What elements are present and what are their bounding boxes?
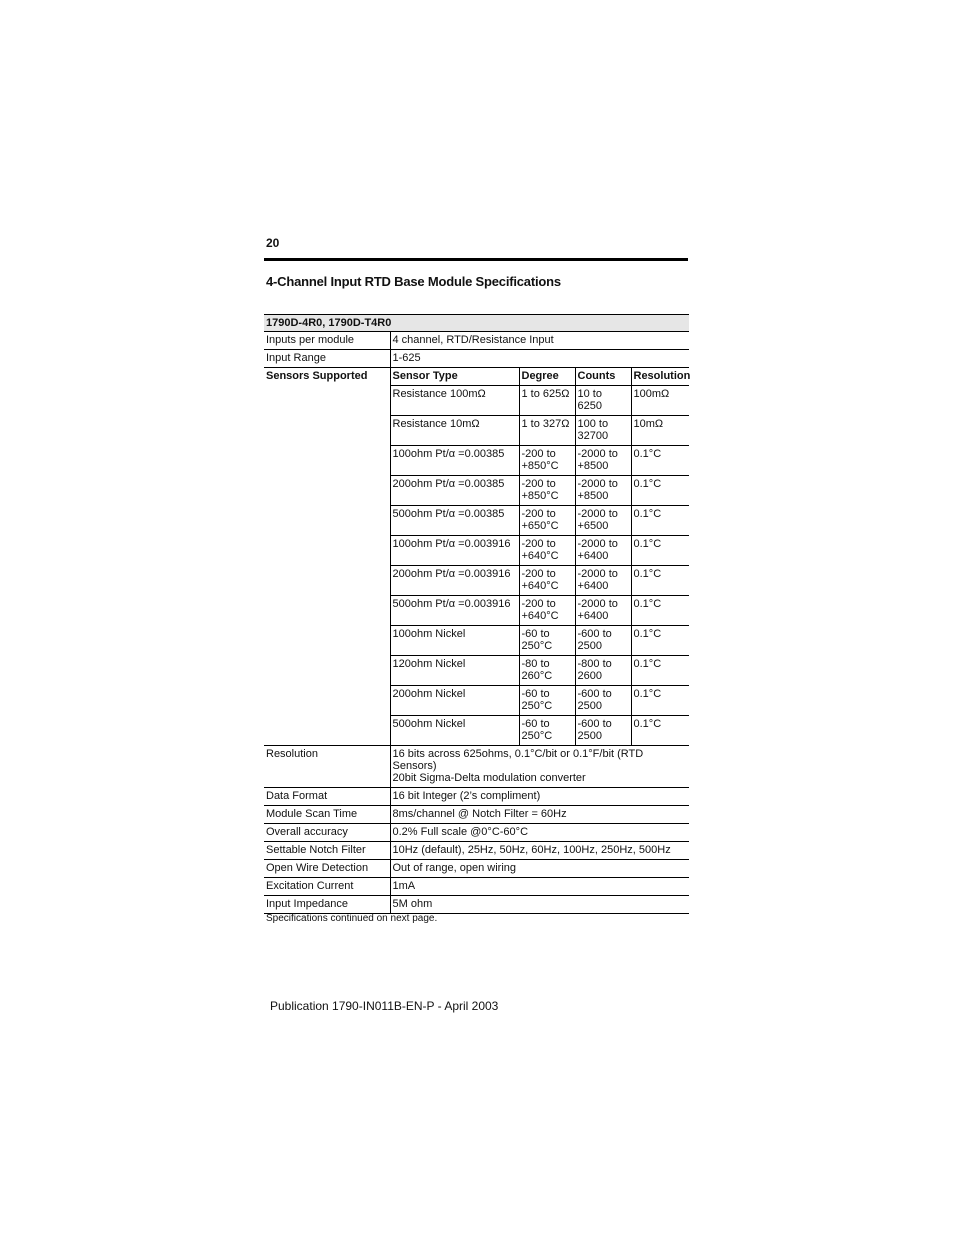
table-header-row [264,315,689,332]
header-rule [264,258,688,261]
sensor-cell: 10 to 6250 [575,386,631,416]
row-label: Module Scan Time [264,806,390,824]
row-label: Overall accuracy [264,824,390,842]
sensor-cell: -600 to 2500 [575,626,631,656]
sensor-column-header: Sensor Type [390,368,519,386]
sensor-cell: -80 to 260°C [519,656,575,686]
row-label: Settable Notch Filter [264,842,390,860]
sensor-cell: -60 to 250°C [519,686,575,716]
row-value [390,746,689,788]
table-row [264,332,689,350]
row-value-line: 10Hz (default), 25Hz, 50Hz, 60Hz, 100Hz, 250Hz, 500Hz [392,844,671,856]
row-value-line: 20bit Sigma-Delta modulation converter [392,772,586,784]
sensor-cell: -2000 to +6400 [575,566,631,596]
sensor-cell: 500ohm Nickel [390,716,519,746]
sensor-cell: 100mΩ [631,386,689,416]
sensor-cell: 0.1°C [631,596,689,626]
sensor-cell: 100ohm Pt/α =0.00385 [390,446,519,476]
sensor-cell: 100 to 32700 [575,416,631,446]
sensor-cell: 0.1°C [631,446,689,476]
sensor-cell: -2000 to +6400 [575,536,631,566]
table-row [264,746,689,788]
sensor-cell: -200 to +640°C [519,536,575,566]
row-value-line: 1mA [392,880,416,892]
table-row [264,824,689,842]
section-title: 4-Channel Input RTD Base Module Specifications [266,274,561,289]
sensor-cell: 0.1°C [631,536,689,566]
sensor-cell: 0.1°C [631,626,689,656]
sensor-cell: 500ohm Pt/α =0.003916 [390,596,519,626]
sensor-cell: -200 to +640°C [519,566,575,596]
row-value [390,788,689,806]
row-value [390,878,689,896]
sensor-cell: -2000 to +8500 [575,476,631,506]
spec-table [264,314,689,914]
sensor-cell: -200 to +650°C [519,506,575,536]
footnote: Specifications continued on next page. [266,913,438,924]
sensor-column-header: Counts [575,368,631,386]
row-value-line: 8ms/channel @ Notch Filter = 60Hz [392,808,567,820]
sensor-cell: -2000 to +8500 [575,446,631,476]
sensor-cell: 10mΩ [631,416,689,446]
sensor-cell: 1 to 327Ω [519,416,575,446]
row-label: Sensors Supported [264,368,390,746]
row-value [390,824,689,842]
table-row [264,842,689,860]
sensor-cell: -200 to +640°C [519,596,575,626]
row-label: Excitation Current [264,878,390,896]
sensor-cell: Resistance 100mΩ [390,386,519,416]
table-row [264,788,689,806]
row-label: Open Wire Detection [264,860,390,878]
sensor-cell: 100ohm Nickel [390,626,519,656]
table-row [264,350,689,368]
sensor-table-header [264,368,689,386]
sensor-cell: 0.1°C [631,686,689,716]
sensor-cell: -2000 to +6500 [575,506,631,536]
row-label: Input Impedance [264,896,390,914]
publication-line: Publication 1790-IN011B-EN-P - April 2003 [270,999,499,1013]
table-row [264,806,689,824]
sensor-cell: 100ohm Pt/α =0.003916 [390,536,519,566]
row-value [390,806,689,824]
sensor-cell: -200 to +850°C [519,476,575,506]
sensor-cell: -600 to 2500 [575,716,631,746]
sensor-cell: 120ohm Nickel [390,656,519,686]
row-value-line: 0.2% Full scale @0°C-60°C [392,826,529,838]
sensor-cell: 0.1°C [631,716,689,746]
row-value-line: 16 bit Integer (2’s compliment) [392,790,541,802]
sensor-column-header: Resolution [631,368,689,386]
table-row [264,896,689,914]
row-label: Data Format [264,788,390,806]
row-value: 4 channel, RTD/Resistance Input [390,332,689,350]
sensor-cell: 0.1°C [631,476,689,506]
sensor-cell: 500ohm Pt/α =0.00385 [390,506,519,536]
sensor-cell: 0.1°C [631,506,689,536]
table-header: 1790D-4R0, 1790D-T4R0 [264,315,689,332]
sensor-column-header: Degree [519,368,575,386]
row-label: Input Range [264,350,390,368]
sensor-cell: -800 to 2600 [575,656,631,686]
sensor-cell: Resistance 10mΩ [390,416,519,446]
sensor-cell: 200ohm Pt/α =0.003916 [390,566,519,596]
row-value [390,896,689,914]
row-value-line: 5M ohm [392,898,433,910]
sensor-cell: 0.1°C [631,566,689,596]
row-label: Resolution [264,746,390,788]
row-value [390,860,689,878]
sensor-cell: 200ohm Nickel [390,686,519,716]
sensor-cell: 0.1°C [631,656,689,686]
page-number: 20 [266,236,280,250]
sensor-cell: -200 to +850°C [519,446,575,476]
sensor-cell: 200ohm Pt/α =0.00385 [390,476,519,506]
table-row [264,860,689,878]
row-value: 1-625 [390,350,689,368]
table-row [264,878,689,896]
sensor-cell: 1 to 625Ω [519,386,575,416]
row-value [390,842,689,860]
sensor-cell: -600 to 2500 [575,686,631,716]
row-value-line: Out of range, open wiring [392,862,517,874]
sensor-cell: -60 to 250°C [519,626,575,656]
sensor-cell: -60 to 250°C [519,716,575,746]
row-label: Inputs per module [264,332,390,350]
row-value-line: 16 bits across 625ohms, 0.1°C/bit or 0.1°F/bit (RTD Sensors) [392,748,644,772]
sensor-cell: -2000 to +6400 [575,596,631,626]
